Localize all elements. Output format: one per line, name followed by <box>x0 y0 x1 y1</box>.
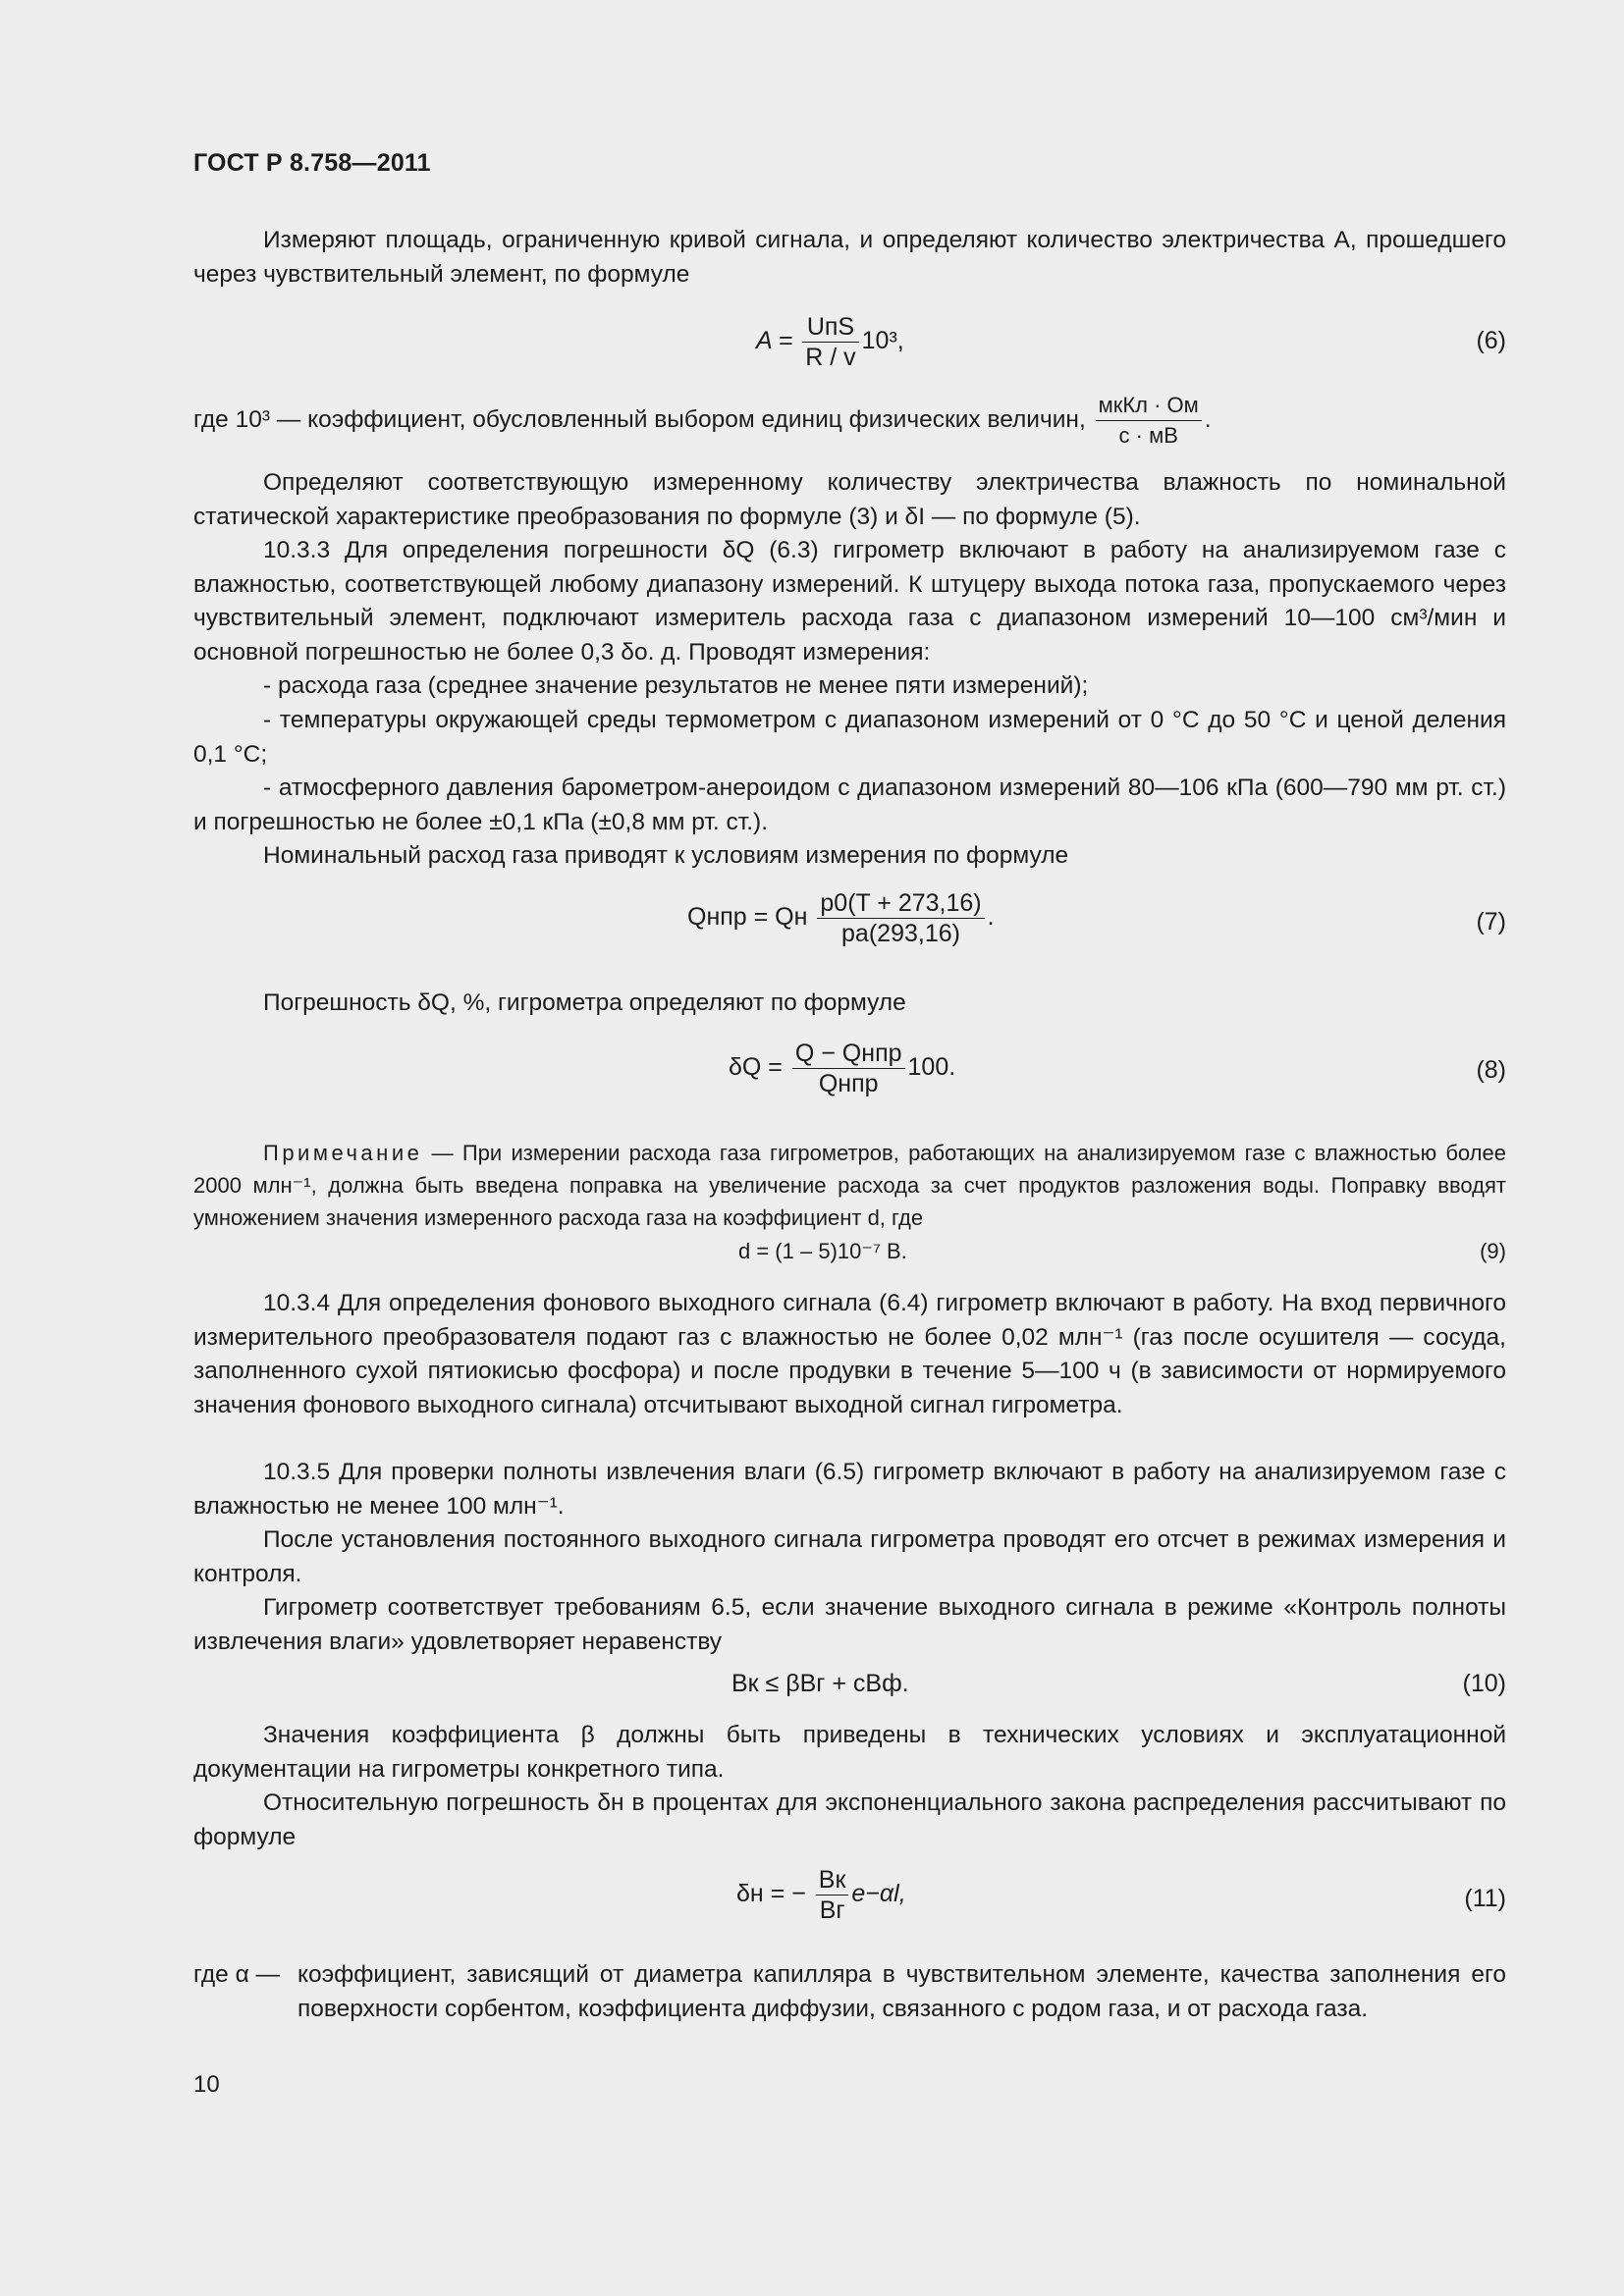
list-item-pressure: - атмосферного давления барометром-анероидом с диапазоном измерений 80—106 кПа (600—790 мм рт. ст.) и погрешностью не более ±0,1 кПа (±0,8 мм рт. ст.). <box>193 774 1506 835</box>
units-denominator: с · мВ <box>1118 423 1178 448</box>
formula-7-lhs: Qнпр = Qн <box>687 903 808 932</box>
paragraph-10-3-5: 10.3.5 Для проверки полноты извлечения влаги (6.5) гигрометр включают в работу на анализируемом газе с влажностью не менее 100 млн⁻¹. <box>193 1459 1506 1520</box>
paragraph-error: Погрешность δQ, %, гигрометра определяют по формуле <box>263 989 906 1016</box>
formula-11-lhs: δн = − <box>736 1880 806 1908</box>
paragraph-10-3-4: 10.3.4 Для определения фонового выходного сигнала (6.4) гигрометр включают в работу. На вход первичного измерительного преобразователя подают газ с влажностью не более 0,02 млн⁻¹ (газ после осушителя — сосуда, заполненного сухой пятиокисью фосфора) и после продувки в течение 5—100 ч (в зависимости от нормируемого значения фонового выходного сигнала) отсчитывают выходной сигнал гигрометра. <box>193 1290 1506 1418</box>
paragraph-requirement: Гигрометр соответствует требованиям 6.5, если значение выходного сигнала в режиме «Контроль полноты извлечения влаги» удовлетворяет неравенству <box>193 1594 1506 1655</box>
where-definition: коэффициент, зависящий от диаметра капилляра в чувствительном элементе, качества заполнения его поверхности сорбентом, коэффициента диффузии, связанного с родом газа, и от расхода газа. <box>298 1961 1506 2022</box>
formula-7-denominator: pa(293,16) <box>841 920 960 947</box>
formula-7-number: (7) <box>1476 908 1506 935</box>
formula-11 <box>736 1865 906 1925</box>
formula-7 <box>687 888 995 948</box>
formula-6-denominator: R / v <box>805 344 856 371</box>
formula-6 <box>756 312 904 372</box>
paragraph-units: где 10³ — коэффициент, обусловленный выбором единиц физических величин, мкКл · Ом с · мВ . <box>193 391 1212 451</box>
list-item-temperature: - температуры окружающей среды термометром с диапазоном измерений от 0 °С до 50 °С и ценой деления 0,1 °С; <box>193 707 1506 768</box>
formula-7-numerator: p0(T + 273,16) <box>817 888 984 919</box>
formula-11-numerator: Bк <box>816 1865 849 1896</box>
formula-7-rest: . <box>987 903 995 932</box>
note-block <box>193 1137 1506 1234</box>
paragraph-humidity: Определяют соответствующую измеренному количеству электричества влажность по номинальной статической характеристике преобразования по формуле (3) и δI — по формуле (5). <box>193 469 1506 530</box>
formula-8-lhs: δQ = <box>729 1053 783 1082</box>
formula-6-rest: 10³, <box>861 327 904 355</box>
formula-10: Bк ≤ βBг + cBф. <box>731 1670 909 1697</box>
formula-6-lhs: A = <box>756 327 793 355</box>
paragraph-steady-signal: После установления постоянного выходного сигнала гигрометра проводят его отсчет в режимах измерения и контроля. <box>193 1526 1506 1587</box>
list-item-gas-flow: - расхода газа (среднее значение результатов не менее пяти измерений); <box>263 672 1089 699</box>
formula-10-number: (10) <box>1462 1670 1506 1697</box>
formula-11-denominator: Bг <box>819 1896 845 1924</box>
paragraph-nominal-flow: Номинальный расход газа приводят к условиям измерения по формуле <box>263 842 1069 869</box>
paragraph-relative-error: Относительную погрешность δн в процентах для экспоненциального закона распределения рассчитывают по формуле <box>193 1789 1506 1850</box>
document-header: ГОСТ Р 8.758—2011 <box>193 149 431 177</box>
note-text: — При измерении расхода газа гигрометров, работающих на анализируемом газе с влажностью более 2000 млн⁻¹, должна быть введена поправка на увеличение расхода за счет продуктов разложения воды. Поправку вводят умножением значения измеренного расхода газа на коэффициент d, где <box>193 1141 1506 1230</box>
formula-8 <box>729 1039 955 1098</box>
units-text: где 10³ — коэффициент, обусловленный выбором единиц физических величин, <box>193 405 1086 433</box>
formula-8-number: (8) <box>1476 1056 1506 1084</box>
formula-11-number: (11) <box>1464 1885 1506 1912</box>
paragraph-10-3-3: 10.3.3 Для определения погрешности δQ (6.3) гигрометр включают в работу на анализируемом газе с влажностью, соответствующей любому диапазону измерений. К штуцеру выхода потока газа, пропускаемого через чувствительный элемент, подключают измеритель расхода газа с диапазоном измерений 10—100 см³/мин и основной погрешностью не более 0,3 δо. д. Проводят измерения: <box>193 537 1506 666</box>
formula-8-rest: 100. <box>907 1053 956 1082</box>
formula-8-numerator: Q − Qнпр <box>792 1039 905 1069</box>
formula-9: d = (1 – 5)10⁻⁷ В. <box>738 1239 907 1263</box>
formula-6-numerator: UпS <box>802 312 858 343</box>
paragraph-beta: Значения коэффициента β должны быть приведены в технических условиях и эксплуатационной документации на гигрометры конкретного типа. <box>193 1722 1506 1783</box>
where-label: где α — <box>193 1961 281 1988</box>
units-numerator: мкКл · Ом <box>1096 391 1202 421</box>
page-number: 10 <box>193 2071 220 2098</box>
formula-9-number: (9) <box>1480 1239 1506 1263</box>
formula-6-number: (6) <box>1476 327 1506 354</box>
formula-8-denominator: Qнпр <box>818 1070 879 1097</box>
paragraph-intro: Измеряют площадь, ограниченную кривой сигнала, и определяют количество электричества A, прошедшего через чувствительный элемент, по формуле <box>193 227 1506 288</box>
note-label: Примечание <box>263 1141 423 1165</box>
formula-11-rest: e−αl, <box>851 1880 906 1908</box>
